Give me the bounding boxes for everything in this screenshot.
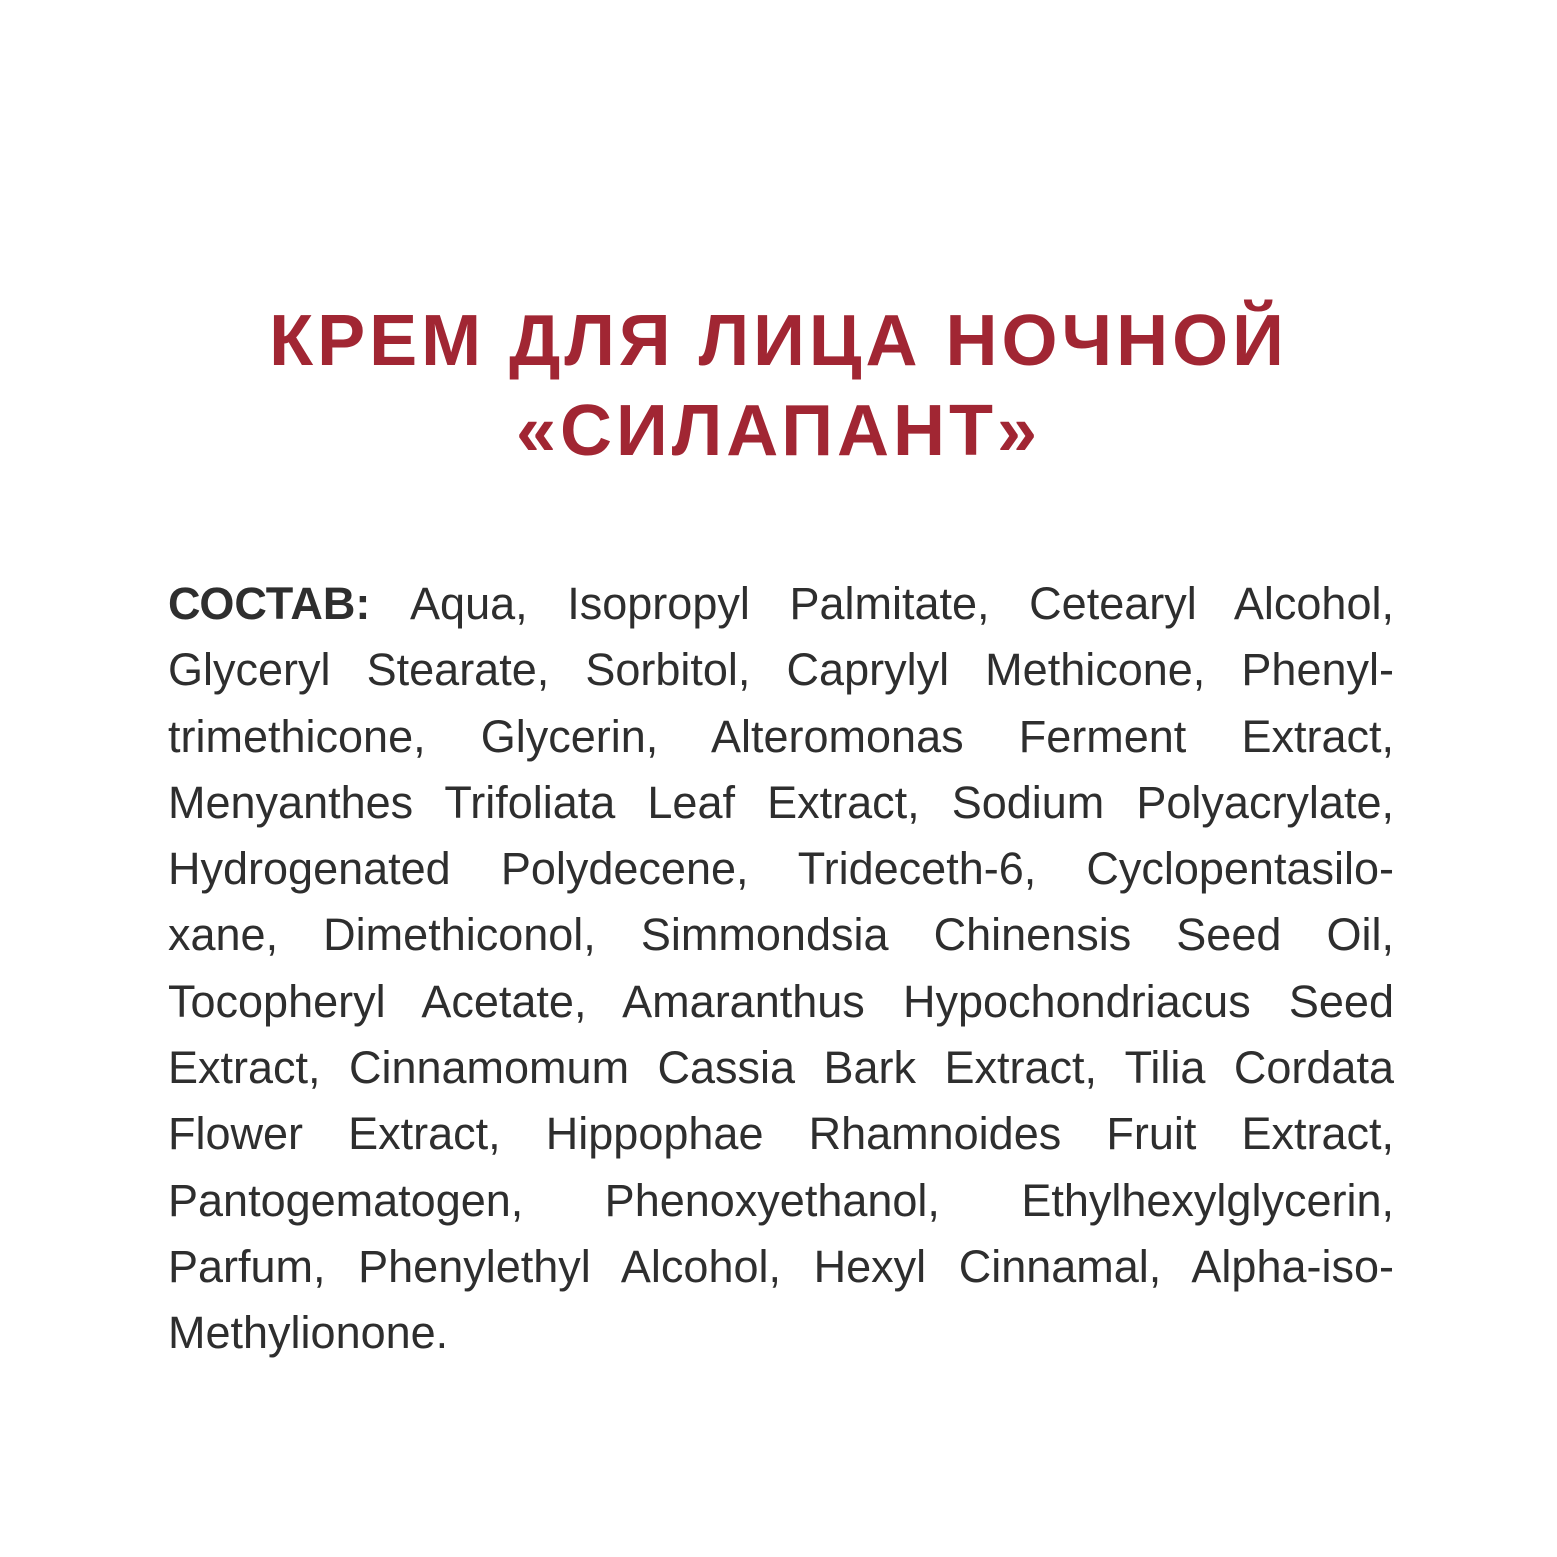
ingredients-line: Tocopheryl Acetate, Amaranthus Hypochondriacus Seed [168, 975, 1394, 1027]
ingredients-line: trimethicone, Glycerin, Alteromonas Ferment Extract, [168, 710, 1394, 762]
ingredients-line [168, 571, 1394, 637]
ingredients-line: Pantogematogen, Phenoxyethanol, Ethylhexylglycerin, [168, 1174, 1394, 1226]
ingredients-block [168, 571, 1394, 1367]
ingredients-line: Methylionone. [168, 1307, 449, 1359]
product-title [0, 296, 1557, 476]
ingredients-line: Extract, Cinnamomum Cassia Bark Extract, Tilia Cordata [168, 1042, 1394, 1094]
ingredients-text: Aqua, Isopropyl Palmitate, Cetearyl Alcohol, [370, 578, 1394, 629]
ingredients-line: Glyceryl Stearate, Sorbitol, Caprylyl Methicone, Phenyl- [168, 644, 1394, 696]
ingredients-label: СОСТАВ: [168, 578, 371, 629]
ingredients-line: Menyanthes Trifoliata Leaf Extract, Sodium Polyacrylate, [168, 776, 1394, 828]
ingredients-line: Hydrogenated Polydecene, Trideceth-6, Cyclopentasilo- [168, 843, 1394, 895]
product-title-line-2: «СИЛАПАНТ» [515, 391, 1042, 471]
product-title-line-1: КРЕМ ДЛЯ ЛИЦА НОЧНОЙ [269, 301, 1288, 381]
ingredients-line: Flower Extract, Hippophae Rhamnoides Fruit Extract, [168, 1108, 1394, 1160]
ingredients-line: xane, Dimethiconol, Simmondsia Chinensis Seed Oil, [168, 909, 1394, 961]
ingredients-line: Parfum, Phenylethyl Alcohol, Hexyl Cinnamal, Alpha-iso- [168, 1240, 1394, 1292]
